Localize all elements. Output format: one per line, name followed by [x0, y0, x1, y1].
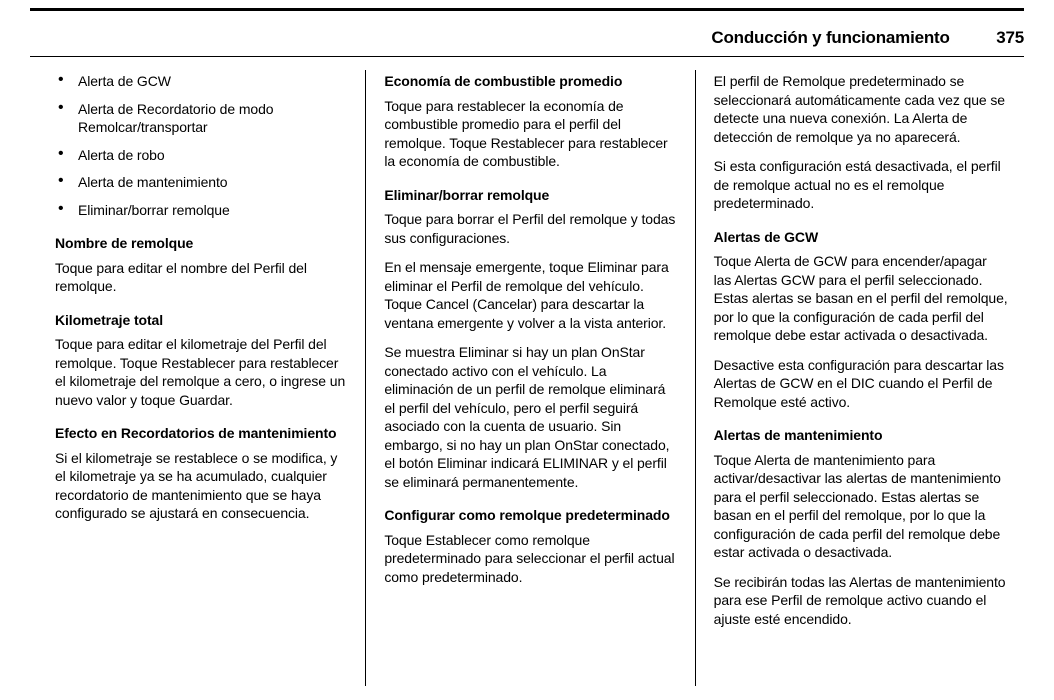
body-paragraph: Toque para restablecer la economía de combustible promedio para el perfil del remolque. Toque Restablecer para restablecer la economía de combustible.: [384, 97, 668, 169]
column-right: [696, 70, 1024, 686]
section-heading: Economía de combustible promedio: [384, 73, 623, 89]
body-paragraph: Si esta configuración está desactivada, el perfil de remolque actual no es el remolque predeterminado.: [713, 158, 1001, 211]
body-paragraph: Desactive esta configuración para descartar las Alertas de GCW en el DIC cuando el Perfil de Remolque esté activo.: [713, 356, 1004, 410]
page-header: [30, 28, 1024, 48]
body-paragraph: Toque para borrar el Perfil del remolque y todas sus configuraciones.: [384, 211, 676, 246]
chapter-title: Conducción y funcionamiento: [711, 28, 950, 47]
body-paragraph: Toque para editar el nombre del Perfil del remolque.: [55, 259, 307, 294]
page-number: 375: [996, 28, 1024, 47]
body-paragraph: El perfil de Remolque predeterminado se seleccionará automáticamente cada vez que se detecte una nueva conexión. La Alerta de detección de remolque ya no aparecerá.: [713, 73, 1005, 145]
section-heading: Alertas de GCW: [713, 228, 819, 245]
section-heading: Nombre de remolque: [55, 235, 194, 251]
bullet-item: • Alerta de GCW: [55, 72, 349, 91]
body-paragraph: Toque para editar el kilometraje del Perfil del remolque. Toque Restablecer para restablecer el kilometraje del remolque a cero, o ingrese un nuevo valor y toque Guardar.: [55, 336, 346, 408]
column-layout: [30, 70, 1024, 686]
section-heading: Eliminar/borrar remolque: [384, 186, 550, 203]
bullet-item: • Eliminar/borrar remolque: [55, 201, 349, 220]
body-paragraph: Se recibirán todas las Alertas de mantenimiento para ese Perfil de remolque activo cuando el ajuste esté encendido.: [713, 573, 1006, 627]
top-rule: [30, 8, 1024, 11]
bullet-item: • Alerta de robo: [55, 146, 349, 165]
column-middle: [366, 70, 694, 686]
body-paragraph: Si el kilometraje se restablece o se modifica, y el kilometraje ya se ha acumulado, cualquier recordatorio de mantenimiento que se haya configurado se ajustará en consecuencia.: [55, 449, 338, 521]
column-left: [30, 70, 365, 686]
header-rule: [30, 56, 1024, 57]
bullet-item: • Alerta de mantenimiento: [55, 173, 349, 192]
bullet-list: [55, 72, 349, 219]
section-heading: Alertas de mantenimiento: [713, 427, 883, 443]
section-heading: Configurar como remolque predeterminado: [384, 507, 670, 523]
section-heading: Efecto en Recordatorios de mantenimiento: [55, 425, 337, 441]
bullet-item: • Alerta de Recordatorio de modo Remolcar/transportar: [55, 100, 349, 137]
section-heading: Kilometraje total: [55, 311, 163, 328]
body-paragraph: En el mensaje emergente, toque Eliminar para eliminar el Perfil de remolque del vehículo. Toque Cancel (Cancelar) para descartar la ventana emergente y volver a la vista anterior.: [384, 259, 669, 331]
body-paragraph: Toque Establecer como remolque predeterminado para seleccionar el perfil actual como predeterminado.: [384, 531, 675, 585]
body-paragraph: Toque Alerta de GCW para encender/apagar las Alertas GCW para el perfil seleccionado. Estas alertas se basan en el perfil del remolque, por lo que la configuración de cada perfil del remolque debe estar activada o desactivada.: [713, 253, 1008, 343]
body-paragraph: Toque Alerta de mantenimiento para activar/desactivar las alertas de mantenimiento para el perfil seleccionado. Estas alertas se basan en el perfil del remolque, por lo que la configuración de cada perfil del remolque debe estar activada o desactivada.: [713, 451, 1001, 560]
body-paragraph: Se muestra Eliminar si hay un plan OnStar conectado activo con el vehículo. La eliminación de un perfil de remolque eliminará el perfil del vehículo, pero el perfil seguirá asociado con la cuenta de usuario. Sin embargo, si no hay un plan OnStar conectado, el botón Eliminar indicará ELIMINAR y el perfil se eliminará permanentemente.: [384, 344, 670, 490]
